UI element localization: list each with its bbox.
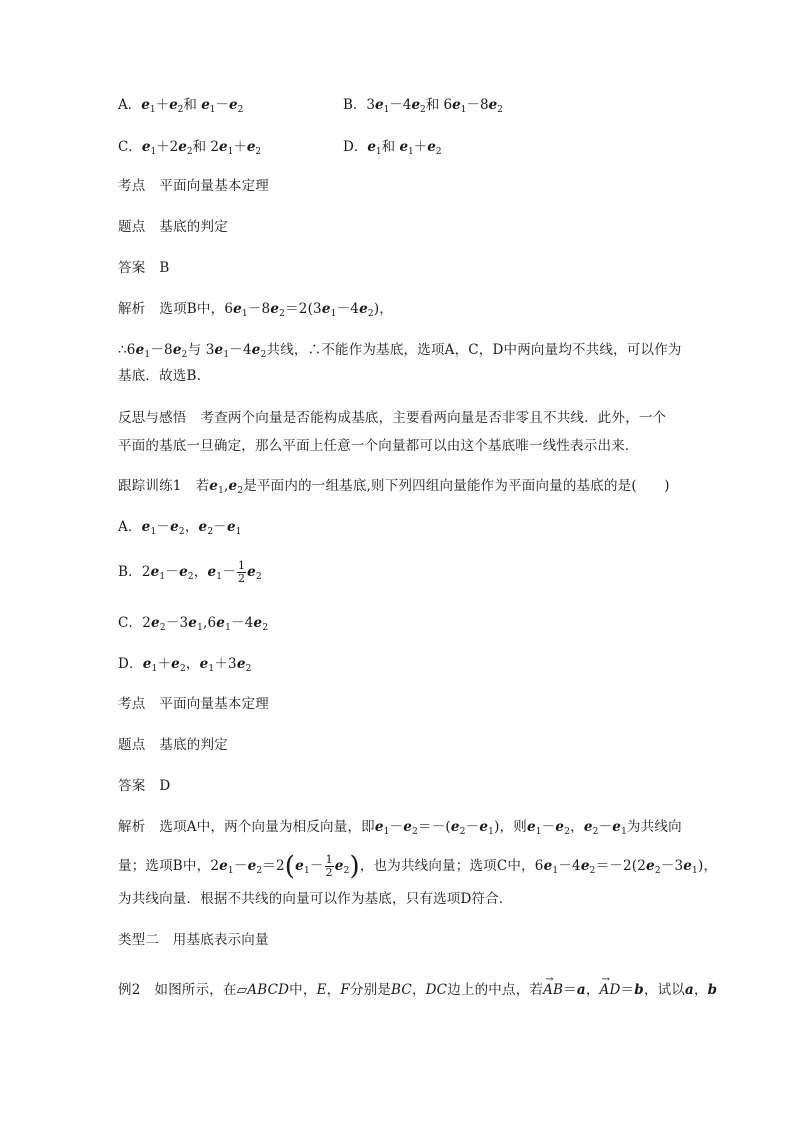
practice-stem: 跟踪训练1 若$e_1,e_2$是平面内的一组基底,则下列四组向量能作为平面向量的基底的是( ) [118, 478, 670, 496]
analysis-2-e: ，也为共线向量；选项C中， [359, 858, 535, 874]
example-label: 例2 [118, 982, 141, 998]
practice-stem-b: 是平面内的一组基底,则下列四组向量能作为平面向量的基底的是( ) [243, 478, 670, 494]
reflection-text: 考查两个向量是否能构成基底，主要看两向量是否非零且不共线．此外，一个平面的基底一旦确定，那么平面上任意一个向量都可以由这个基底唯一线性表示出来． [118, 410, 667, 454]
answer-line-1 [118, 258, 170, 278]
example-text-b: 中， [289, 982, 317, 998]
option-d-top: D．$e_1$和 $e_1+e_2$ [343, 139, 442, 157]
analysis-1-line-1: 解析 选项B中，$6e_1-8e_2=2(3e_1-4e_2)$， [118, 301, 393, 319]
practice-option-d-label: D． [118, 656, 143, 672]
reflection-label: 反思与感悟 [118, 410, 187, 426]
practice-option-c: C．$2e_2-3e_1,6e_1-4e_2$ [118, 615, 269, 633]
type2-title: 类型二 用基底表示向量 [118, 932, 269, 948]
kaodian-line-2 [118, 694, 269, 714]
analysis-label-2: 解析 [118, 819, 146, 835]
analysis-2-c: 为共线向 [627, 819, 682, 835]
tidian-line-1 [118, 217, 228, 237]
reflection-paragraph [118, 404, 678, 460]
analysis-1-line-3 [118, 366, 201, 386]
analysis-2-line-3 [118, 889, 513, 909]
example-text-a: 如图所示，在▱ [154, 982, 248, 998]
example-2-line: 例2 如图所示，在▱ABCD中，E，F分别是BC，DC边上的中点，若→ AB＝a，→ AD＝b，试以a，b [118, 980, 717, 1000]
option-b-top: B．$3e_1-4e_2$和 $6e_1-8e_2$ [343, 97, 503, 115]
example-text-d: 边上的中点，若 [447, 982, 544, 998]
analysis-2-d: 量；选项B中， [118, 858, 211, 874]
analysis-1-lead: 选项B中， [159, 301, 225, 317]
practice-label: 跟踪训练1 [118, 478, 182, 494]
kaodian-line-1 [118, 176, 269, 196]
fraction-half-2: $\frac{1}{2}$ [325, 853, 333, 879]
analysis-2-a: 选项A中，两个向量为相反向量，即 [159, 819, 375, 835]
example-text-e: 试以 [657, 982, 685, 998]
analysis-2-line-1: 解析 选项A中，两个向量为相反向量，即$e_1-e_2=-(e_2-e_1)$，则$e_1-e_2$，$e_2-e_1$为共线向 [118, 819, 682, 837]
option-c-top: C．$e_1+2e_2$和 $2e_1+e_2$ [118, 139, 262, 157]
practice-option-b-label: B． [118, 564, 142, 580]
example-text-c: 分别是 [349, 982, 392, 998]
tidian-label: 题点 [118, 219, 146, 235]
answer-value-2: D [159, 778, 171, 794]
practice-option-a: A．$e_1-e_2$，$e_2-e_1$ [118, 519, 242, 537]
practice-option-b: B．$2e_1-e_2$，$e_1-$ $\frac{1}{2}$ $e_2$ [118, 559, 262, 585]
example-abcd: ABCD [247, 982, 290, 998]
practice-option-a-label: A． [118, 519, 142, 535]
kaodian-label-2: 考点 [118, 696, 146, 712]
fraction-half: $\frac{1}{2}$ [237, 559, 246, 585]
answer-label: 答案 [118, 260, 146, 276]
tidian-value-2: 基底的判定 [159, 737, 228, 753]
analysis-2-line-2: 量；选项B中，$2e_1-e_2=2(e_1-$ $\frac{1}{2}$ $e_2$)，也为共线向量；选项C中，$6e_1-4e_2=-2(2e_2-3e_1)$， [118, 851, 718, 882]
option-a-label: A． [118, 97, 142, 113]
answer-label-2: 答案 [118, 778, 146, 794]
option-d-label: D． [343, 139, 368, 155]
option-c-label: C． [118, 139, 142, 155]
kaodian-label: 考点 [118, 178, 146, 194]
answer-line-2 [118, 776, 170, 796]
analysis-1-tail: 共线，∴不能作为基底，选项A，C，D中两向量均不共线，可以作为 [266, 342, 682, 358]
kaodian-value-2: 平面向量基本定理 [159, 696, 270, 712]
practice-option-c-label: C． [118, 615, 143, 631]
option-a-top: A．$e_1+e_2$和 $e_1-e_2$ [118, 97, 244, 115]
practice-option-d: D．$e_1+e_2$，$e_1+3e_2$ [118, 656, 252, 674]
answer-value: B [159, 260, 170, 276]
analysis-2-b: ，则 [499, 819, 527, 835]
analysis-2-f: 为共线向量．根据不共线的向量可以作为基底，只有选项D符合． [118, 891, 513, 907]
tidian-line-2 [118, 735, 228, 755]
analysis-1-line-2: $\therefore 6e_1-8e_2$与 $3e_1-4e_2$共线，∴不能作为基底，选项A，C，D中两向量均不共线，可以作为 [118, 342, 682, 360]
tidian-label-2: 题点 [118, 737, 146, 753]
vector-ad: → AD [600, 980, 621, 1000]
kaodian-value: 平面向量基本定理 [159, 178, 270, 194]
tidian-value: 基底的判定 [159, 219, 228, 235]
vector-ab: → AB [543, 980, 563, 1000]
analysis-label: 解析 [118, 301, 146, 317]
type2-heading [118, 930, 269, 950]
analysis-1-end: 基底．故选B. [118, 368, 202, 384]
option-b-label: B． [343, 97, 367, 113]
practice-stem-a: 若 [195, 478, 210, 494]
